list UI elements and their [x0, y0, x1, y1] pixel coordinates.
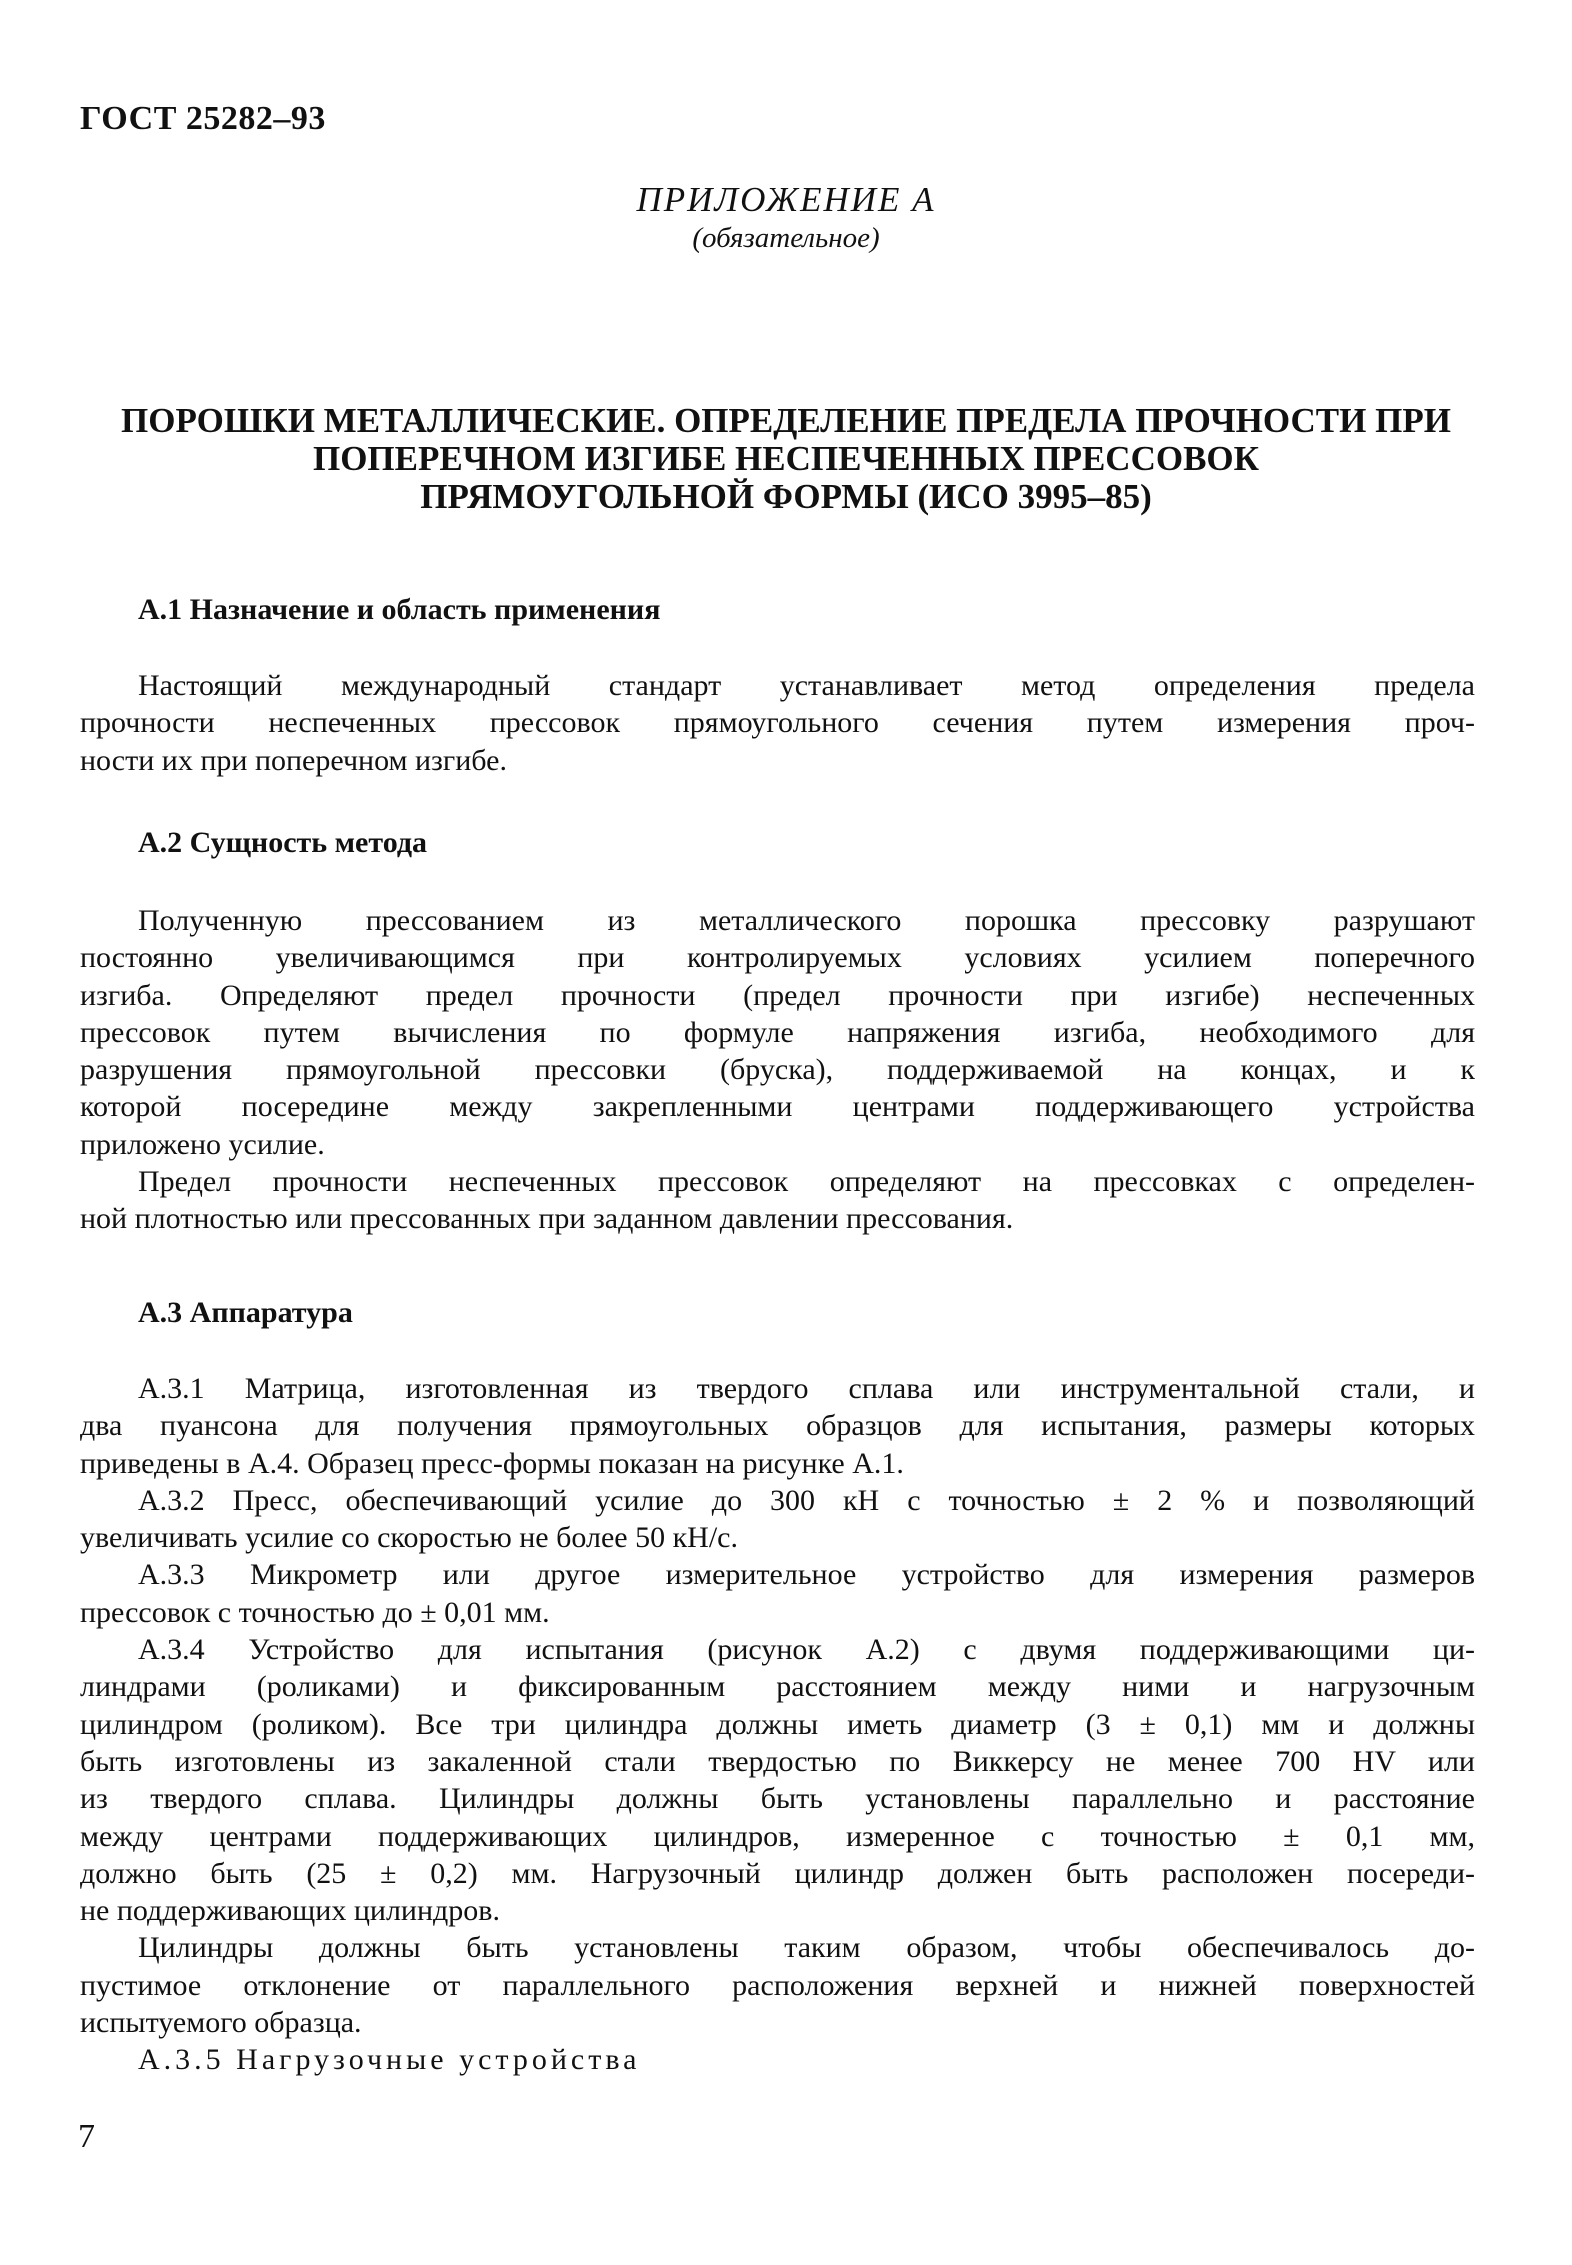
text-line: приведены в А.4. Образец пресс-формы показан на рисунке А.1. — [80, 1446, 904, 1480]
text-line: постоянно увеличивающимся при контролируемых условиях усилием поперечного — [80, 941, 1475, 975]
text-line: Цилиндры должны быть установлены таким образом, чтобы обеспечивалось до- — [138, 1931, 1475, 1965]
main-title-line: ПОРОШКИ МЕТАЛЛИЧЕСКИЕ. ОПРЕДЕЛЕНИЕ ПРЕДЕЛА ПРОЧНОСТИ ПРИ — [121, 401, 1451, 440]
paragraph-a1-purpose — [80, 667, 1475, 779]
text-line: Полученную прессованием из металлического порошка прессовку разрушают — [138, 904, 1475, 937]
subsection-heading-a35: А.3.5 Нагрузочные устройства — [138, 2043, 641, 2077]
main-title-line: ПРЯМОУГОЛЬНОЙ ФОРМЫ (ИСО 3995–85) — [420, 477, 1152, 516]
text-line: испытуемого образца. — [80, 2006, 362, 2040]
section-heading-a2: А.2 Сущность метода — [138, 826, 428, 859]
text-line: прессовок с точностью до ± 0,01 мм. — [80, 1595, 550, 1629]
text-line: разрушения прямоугольной прессовки (бруска), поддерживаемой на концах, и к — [80, 1053, 1475, 1087]
text-line: между центрами поддерживающих цилиндров, измеренное с точностью ± 0,1 мм, — [80, 1819, 1475, 1853]
text-line: должно быть (25 ± 0,2) мм. Нагрузочный цилиндр должен быть расположен посереди- — [80, 1856, 1475, 1890]
text-line: не поддерживающих цилиндров. — [80, 1894, 500, 1928]
text-line: из твердого сплава. Цилиндры должны быть установлены параллельно и расстояние — [80, 1782, 1475, 1816]
appendix-type: (обязательное) — [692, 222, 880, 254]
text-line: увеличивать усилие со скоростью не более 50 кН/с. — [80, 1521, 738, 1555]
text-line: прочности неспеченных прессовок прямоугольного сечения путем измерения проч- — [80, 706, 1475, 740]
text-line: А.3.4 Устройство для испытания (рисунок А.2) с двумя поддерживающими ци- — [138, 1633, 1475, 1667]
standard-code: ГОСТ 25282–93 — [80, 100, 326, 137]
main-title-line: ПОПЕРЕЧНОМ ИЗГИБЕ НЕСПЕЧЕННЫХ ПРЕССОВОК — [312, 439, 1260, 478]
text-line: А.3.1 Матрица, изготовленная из твердого сплава или инструментальной стали, и — [138, 1372, 1475, 1405]
text-line: быть изготовлены из закаленной стали твердостью по Виккерсу не менее 700 HV или — [80, 1744, 1475, 1778]
text-line: цилиндром (роликом). Все три цилиндра должны иметь диаметр (3 ± 0,1) мм и должны — [80, 1707, 1475, 1741]
section-heading-a3: А.3 Аппаратура — [138, 1296, 353, 1329]
paragraph-a2-essence — [80, 902, 1475, 1238]
text-line: два пуансона для получения прямоугольных образцов для испытания, размеры которых — [80, 1409, 1475, 1443]
text-line: Предел прочности неспеченных прессовок определяют на прессовках с определен- — [138, 1165, 1475, 1199]
section-heading-a1: А.1 Назначение и область применения — [138, 593, 661, 626]
text-line: ности их при поперечном изгибе. — [80, 743, 507, 777]
text-line: прессовок путем вычисления по формуле напряжения изгиба, необходимого для — [80, 1015, 1475, 1049]
text-line: пустимое отклонение от параллельного расположения верхней и нижней поверхностей — [80, 1968, 1475, 2002]
page-number: 7 — [78, 2118, 95, 2155]
text-line: А.3.3 Микрометр или другое измерительное устройство для измерения размеров — [138, 1558, 1475, 1592]
text-line: линдрами (роликами) и фиксированным расстоянием между ними и нагрузочным — [80, 1670, 1475, 1704]
appendix-title: ПРИЛОЖЕНИЕ А — [636, 180, 936, 219]
paragraph-a3-apparatus — [80, 1370, 1475, 2079]
text-line: Настоящий международный стандарт устанавливает метод определения предела — [138, 669, 1475, 702]
text-line: А.3.2 Пресс, обеспечивающий усилие до 300 кН с точностью ± 2 % и позволяющий — [138, 1483, 1475, 1517]
text-line: приложено усилие. — [80, 1127, 325, 1161]
text-line: ной плотностью или прессованных при заданном давлении прессования. — [80, 1202, 1014, 1236]
main-title — [80, 402, 1492, 516]
text-line: изгиба. Определяют предел прочности (предел прочности при изгибе) неспеченных — [80, 978, 1475, 1012]
text-line: которой посередине между закрепленными центрами поддерживающего устройства — [80, 1090, 1475, 1124]
